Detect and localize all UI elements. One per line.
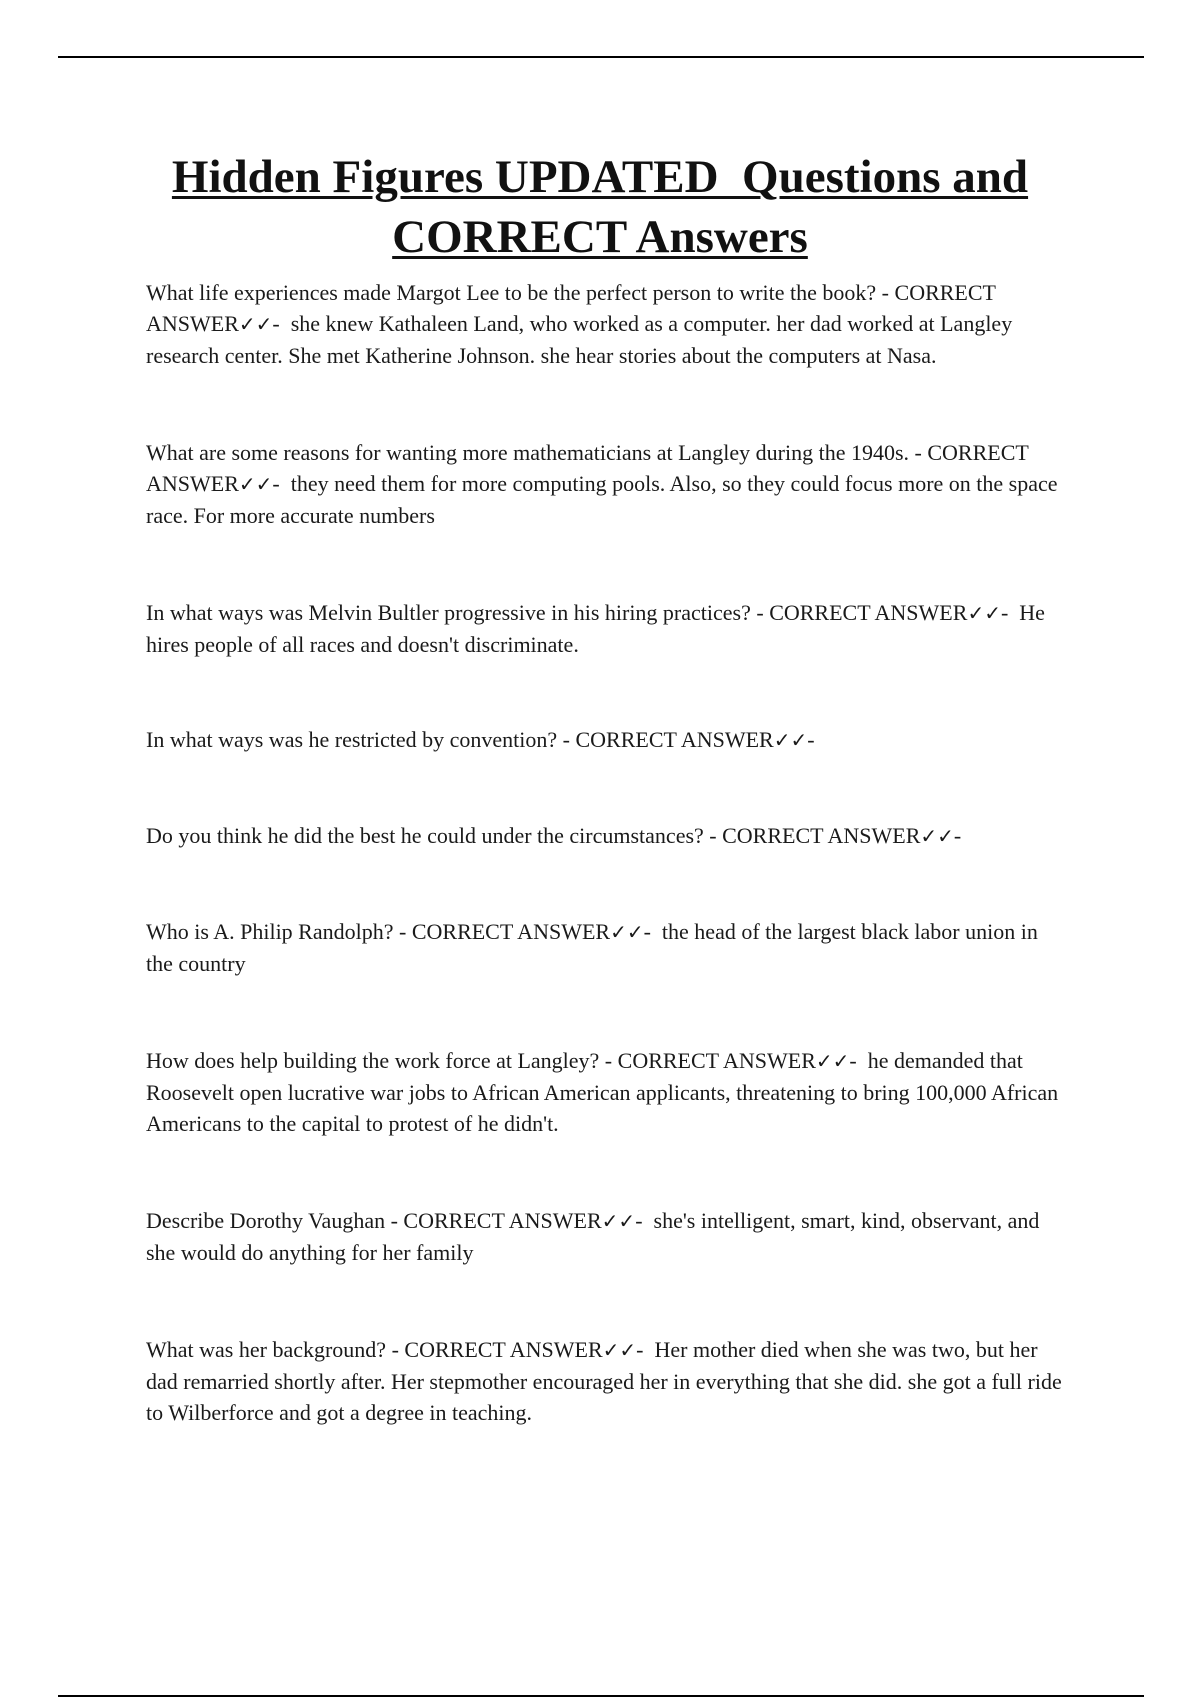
question-text: Do you think he did the best he could under the circumstances? -: [146, 823, 717, 848]
answer-marker: CORRECT ANSWER: [403, 1208, 602, 1233]
page-title: [60, 147, 1140, 267]
qa-item: What was her background? - CORRECT ANSWER✓✓- Her mother died when she was two, but her dad remarried shortly after. Her stepmother encouraged her in everything that she did. she got a full ride to Wilberforce and got a degree in teaching.: [146, 1337, 1062, 1425]
qa-item: What are some reasons for wanting more mathematicians at Langley during the 1940s. - CORRECT ANSWER✓✓- they need them for more computing pools. Also, so they could focus more on the space race. For more accurate numbers: [146, 440, 1058, 528]
check-marks-icon: ✓✓: [920, 824, 954, 848]
qa-item: How does help building the work force at Langley? - CORRECT ANSWER✓✓- he demanded that Roosevelt open lucrative war jobs to African American applicants, threatening to bring 100,000 African Americans to the capital to protest of he didn't.: [146, 1048, 1059, 1136]
answer-text: he demanded that Roosevelt open lucrative war jobs to African American applicants, threatening to bring 100,000 African Americans to the capital to protest of he didn't.: [146, 1048, 1059, 1136]
question-text: In what ways was Melvin Bultler progressive in his hiring practices? -: [146, 600, 764, 625]
check-marks-icon: ✓✓: [238, 472, 273, 496]
check-marks-icon: ✓✓: [238, 312, 273, 336]
question-text: Who is A. Philip Randolph? -: [146, 919, 407, 944]
qa-item: In what ways was he restricted by convention? - CORRECT ANSWER✓✓-: [146, 727, 815, 752]
check-marks-icon: ✓✓: [815, 1049, 850, 1073]
answer-marker: CORRECT ANSWER: [411, 919, 611, 944]
answer-marker: CORRECT ANSWER: [146, 280, 996, 336]
question-text: How does help building the work force at Langley? -: [146, 1048, 613, 1073]
qa-item: Describe Dorothy Vaughan - CORRECT ANSWER✓✓- she's intelligent, smart, kind, observant, and she would do anything for her family: [146, 1208, 1040, 1265]
top-rule: [58, 56, 1144, 58]
qa-item: Do you think he did the best he could under the circumstances? - CORRECT ANSWER✓✓-: [146, 823, 962, 848]
answer-text: Her mother died when she was two, but her dad remarried shortly after. Her stepmother encouraged her in everything that she did. she got a full ride to Wilberforce and got a degree in teaching.: [146, 1337, 1062, 1425]
answer-marker: CORRECT ANSWER: [722, 823, 921, 848]
qa-item: In what ways was Melvin Bultler progressive in his hiring practices? - CORRECT ANSWER✓✓- He hires people of all races and doesn't discriminate.: [146, 600, 1045, 657]
answer-marker: CORRECT ANSWER: [617, 1048, 816, 1073]
answer-text: she knew Kathaleen Land, who worked as a computer. her dad worked at Langley research center. She met Katherine Johnson. she hear stories about the computers at Nasa.: [146, 311, 1013, 368]
check-marks-icon: ✓✓: [602, 1338, 637, 1362]
answer-text: she's intelligent, smart, kind, observant, and she would do anything for her family: [146, 1208, 1040, 1265]
answer-text: they need them for more computing pools. Also, so they could focus more on the space race. For more accurate numbers: [146, 471, 1058, 528]
answer-text: the head of the largest black labor union in the country: [146, 919, 1038, 976]
answer-marker: CORRECT ANSWER: [404, 1337, 603, 1362]
question-text: Describe Dorothy Vaughan -: [146, 1208, 398, 1233]
bottom-rule: [58, 1695, 1144, 1697]
check-marks-icon: ✓✓: [967, 601, 1001, 625]
check-marks-icon: ✓✓: [610, 920, 644, 944]
check-marks-icon: ✓✓: [601, 1209, 636, 1233]
check-marks-icon: ✓✓: [773, 728, 808, 752]
answer-marker: CORRECT ANSWER: [769, 600, 968, 625]
question-text: What are some reasons for wanting more mathematicians at Langley during the 1940s. -: [146, 440, 922, 465]
answer-text: He hires people of all races and doesn't discriminate.: [146, 600, 1045, 657]
qa-item: Who is A. Philip Randolph? - CORRECT ANSWER✓✓- the head of the largest black labor union in the country: [146, 919, 1038, 976]
answer-marker: CORRECT ANSWER: [146, 440, 1029, 496]
qa-list: [146, 277, 1066, 1428]
qa-item: What life experiences made Margot Lee to be the perfect person to write the book? - CORRECT ANSWER✓✓- she knew Kathaleen Land, who worked as a computer. her dad worked at Langley research center. She met Katherine Johnson. she hear stories about the computers at Nasa.: [146, 280, 1013, 368]
question-text: In what ways was he restricted by convention? -: [146, 727, 570, 752]
answer-marker: CORRECT ANSWER: [575, 727, 774, 752]
question-text: What life experiences made Margot Lee to be the perfect person to write the book? -: [146, 280, 890, 305]
title-line-1: Hidden Figures UPDATED Questions and: [171, 151, 1029, 203]
question-text: What was her background? -: [146, 1337, 399, 1362]
title-line-2: CORRECT Answers: [392, 211, 808, 263]
